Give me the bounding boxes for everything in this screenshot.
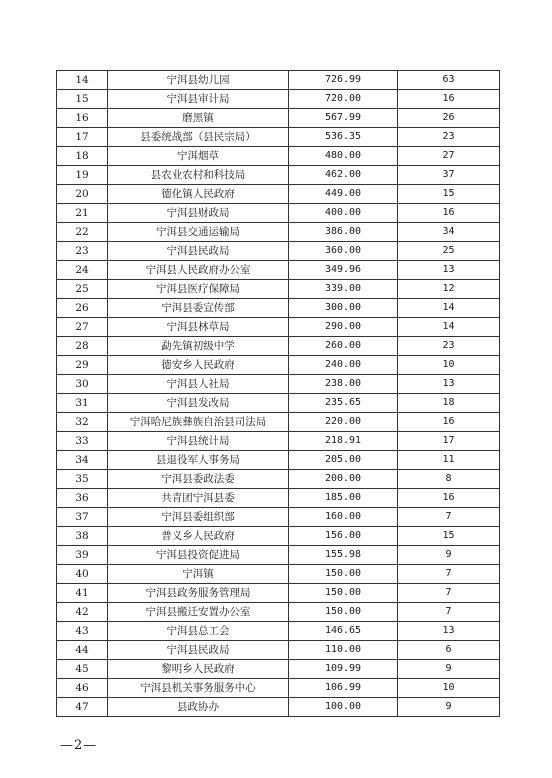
cell-count: 27: [398, 147, 500, 166]
cell-unit-name: 宁洱县统计局: [108, 432, 289, 451]
cell-count: 14: [398, 299, 500, 318]
cell-count: 16: [398, 489, 500, 508]
cell-unit-name: 德安乡人民政府: [108, 356, 289, 375]
cell-amount: 155.98: [289, 546, 398, 565]
cell-count: 34: [398, 223, 500, 242]
cell-count: 13: [398, 261, 500, 280]
table-row: [57, 242, 500, 261]
cell-count: 17: [398, 432, 500, 451]
cell-unit-name: 宁洱县幼儿园: [108, 71, 289, 90]
cell-serial-number: 18: [57, 147, 108, 166]
cell-unit-name: 宁洱县搬迁安置办公室: [108, 603, 289, 622]
cell-amount: 235.65: [289, 394, 398, 413]
cell-amount: 726.99: [289, 71, 398, 90]
cell-serial-number: 30: [57, 375, 108, 394]
cell-amount: 462.00: [289, 166, 398, 185]
cell-count: 14: [398, 318, 500, 337]
table-row: [57, 527, 500, 546]
table-row: [57, 413, 500, 432]
table-row: [57, 489, 500, 508]
table-row: [57, 375, 500, 394]
cell-amount: 339.00: [289, 280, 398, 299]
cell-amount: 480.00: [289, 147, 398, 166]
cell-unit-name: 黎明乡人民政府: [108, 660, 289, 679]
cell-count: 10: [398, 679, 500, 698]
table-row: [57, 679, 500, 698]
cell-amount: 400.00: [289, 204, 398, 223]
cell-serial-number: 39: [57, 546, 108, 565]
cell-serial-number: 37: [57, 508, 108, 527]
cell-serial-number: 19: [57, 166, 108, 185]
table-row: [57, 584, 500, 603]
table-row: [57, 337, 500, 356]
cell-serial-number: 16: [57, 109, 108, 128]
table-row: [57, 147, 500, 166]
table-row: [57, 622, 500, 641]
table-row: [57, 261, 500, 280]
cell-count: 13: [398, 622, 500, 641]
table-row: [57, 470, 500, 489]
table-row: [57, 356, 500, 375]
table-row: [57, 109, 500, 128]
cell-amount: 205.00: [289, 451, 398, 470]
table-row: [57, 280, 500, 299]
cell-serial-number: 40: [57, 565, 108, 584]
cell-serial-number: 32: [57, 413, 108, 432]
table-row: [57, 318, 500, 337]
cell-unit-name: 宁洱县政务服务管理局: [108, 584, 289, 603]
cell-amount: 536.35: [289, 128, 398, 147]
cell-count: 13: [398, 375, 500, 394]
cell-serial-number: 14: [57, 71, 108, 90]
cell-serial-number: 23: [57, 242, 108, 261]
cell-amount: 160.00: [289, 508, 398, 527]
cell-count: 9: [398, 698, 500, 717]
table-row: [57, 223, 500, 242]
cell-amount: 110.00: [289, 641, 398, 660]
table-row: [57, 698, 500, 717]
cell-count: 7: [398, 565, 500, 584]
cell-amount: 290.00: [289, 318, 398, 337]
cell-count: 7: [398, 584, 500, 603]
cell-amount: 150.00: [289, 603, 398, 622]
table-body: [57, 71, 500, 717]
cell-serial-number: 21: [57, 204, 108, 223]
cell-amount: 220.00: [289, 413, 398, 432]
cell-amount: 150.00: [289, 584, 398, 603]
cell-unit-name: 勐先镇初级中学: [108, 337, 289, 356]
cell-amount: 349.96: [289, 261, 398, 280]
cell-count: 16: [398, 90, 500, 109]
cell-unit-name: 共青团宁洱县委: [108, 489, 289, 508]
cell-serial-number: 41: [57, 584, 108, 603]
cell-count: 11: [398, 451, 500, 470]
cell-amount: 100.00: [289, 698, 398, 717]
cell-count: 9: [398, 546, 500, 565]
cell-amount: 260.00: [289, 337, 398, 356]
table-row: [57, 546, 500, 565]
cell-unit-name: 普义乡人民政府: [108, 527, 289, 546]
cell-amount: 106.99: [289, 679, 398, 698]
cell-amount: 238.00: [289, 375, 398, 394]
cell-unit-name: 宁洱县交通运输局: [108, 223, 289, 242]
cell-amount: 109.99: [289, 660, 398, 679]
cell-unit-name: 宁洱县委宣传部: [108, 299, 289, 318]
cell-serial-number: 28: [57, 337, 108, 356]
cell-serial-number: 36: [57, 489, 108, 508]
cell-unit-name: 宁洱县财政局: [108, 204, 289, 223]
table-row: [57, 166, 500, 185]
cell-amount: 156.00: [289, 527, 398, 546]
cell-serial-number: 26: [57, 299, 108, 318]
cell-amount: 150.00: [289, 565, 398, 584]
page-number: —2—: [60, 738, 98, 753]
cell-count: 12: [398, 280, 500, 299]
cell-count: 15: [398, 185, 500, 204]
cell-count: 23: [398, 128, 500, 147]
cell-serial-number: 35: [57, 470, 108, 489]
cell-amount: 386.00: [289, 223, 398, 242]
cell-amount: 200.00: [289, 470, 398, 489]
cell-unit-name: 宁洱县林草局: [108, 318, 289, 337]
cell-count: 18: [398, 394, 500, 413]
cell-serial-number: 24: [57, 261, 108, 280]
cell-serial-number: 47: [57, 698, 108, 717]
cell-serial-number: 33: [57, 432, 108, 451]
cell-unit-name: 磨黑镇: [108, 109, 289, 128]
table-row: [57, 71, 500, 90]
cell-serial-number: 22: [57, 223, 108, 242]
cell-unit-name: 宁洱县民政局: [108, 242, 289, 261]
cell-serial-number: 15: [57, 90, 108, 109]
cell-serial-number: 20: [57, 185, 108, 204]
cell-unit-name: 宁洱县投资促进局: [108, 546, 289, 565]
cell-unit-name: 德化镇人民政府: [108, 185, 289, 204]
cell-serial-number: 17: [57, 128, 108, 147]
cell-count: 16: [398, 204, 500, 223]
cell-count: 8: [398, 470, 500, 489]
cell-serial-number: 44: [57, 641, 108, 660]
cell-serial-number: 38: [57, 527, 108, 546]
cell-unit-name: 宁洱哈尼族彝族自治县司法局: [108, 413, 289, 432]
table-row: [57, 394, 500, 413]
cell-amount: 300.00: [289, 299, 398, 318]
cell-serial-number: 29: [57, 356, 108, 375]
cell-serial-number: 42: [57, 603, 108, 622]
cell-serial-number: 45: [57, 660, 108, 679]
cell-serial-number: 31: [57, 394, 108, 413]
cell-unit-name: 宁洱县审计局: [108, 90, 289, 109]
cell-unit-name: 宁洱县发改局: [108, 394, 289, 413]
cell-count: 23: [398, 337, 500, 356]
cell-count: 7: [398, 508, 500, 527]
cell-serial-number: 25: [57, 280, 108, 299]
cell-count: 16: [398, 413, 500, 432]
cell-count: 63: [398, 71, 500, 90]
cell-amount: 567.99: [289, 109, 398, 128]
table-row: [57, 603, 500, 622]
table-row: [57, 660, 500, 679]
cell-unit-name: 宁洱县机关事务服务中心: [108, 679, 289, 698]
cell-unit-name: 宁洱县民政局: [108, 641, 289, 660]
cell-unit-name: 县委统战部（县民宗局）: [108, 128, 289, 147]
cell-count: 7: [398, 603, 500, 622]
cell-unit-name: 宁洱县总工会: [108, 622, 289, 641]
cell-unit-name: 宁洱烟草: [108, 147, 289, 166]
cell-serial-number: 43: [57, 622, 108, 641]
cell-unit-name: 宁洱镇: [108, 565, 289, 584]
cell-unit-name: 宁洱县人社局: [108, 375, 289, 394]
cell-amount: 449.00: [289, 185, 398, 204]
cell-count: 9: [398, 660, 500, 679]
cell-count: 25: [398, 242, 500, 261]
cell-amount: 218.91: [289, 432, 398, 451]
table-row: [57, 128, 500, 147]
table-row: [57, 641, 500, 660]
cell-amount: 720.00: [289, 90, 398, 109]
table-row: [57, 432, 500, 451]
cell-serial-number: 46: [57, 679, 108, 698]
cell-count: 37: [398, 166, 500, 185]
cell-serial-number: 27: [57, 318, 108, 337]
table-row: [57, 565, 500, 584]
cell-unit-name: 宁洱县医疗保障局: [108, 280, 289, 299]
table-row: [57, 204, 500, 223]
table-row: [57, 185, 500, 204]
data-table: [56, 70, 500, 717]
cell-amount: 360.00: [289, 242, 398, 261]
cell-amount: 240.00: [289, 356, 398, 375]
cell-amount: 185.00: [289, 489, 398, 508]
cell-unit-name: 县政协办: [108, 698, 289, 717]
cell-count: 10: [398, 356, 500, 375]
cell-serial-number: 34: [57, 451, 108, 470]
table-row: [57, 299, 500, 318]
table-row: [57, 90, 500, 109]
cell-unit-name: 宁洱县人民政府办公室: [108, 261, 289, 280]
cell-count: 6: [398, 641, 500, 660]
cell-count: 15: [398, 527, 500, 546]
cell-unit-name: 宁洱县委组织部: [108, 508, 289, 527]
table-row: [57, 451, 500, 470]
table-row: [57, 508, 500, 527]
cell-unit-name: 县退役军人事务局: [108, 451, 289, 470]
cell-count: 26: [398, 109, 500, 128]
cell-unit-name: 宁洱县委政法委: [108, 470, 289, 489]
cell-unit-name: 县农业农村和科技局: [108, 166, 289, 185]
cell-amount: 146.65: [289, 622, 398, 641]
